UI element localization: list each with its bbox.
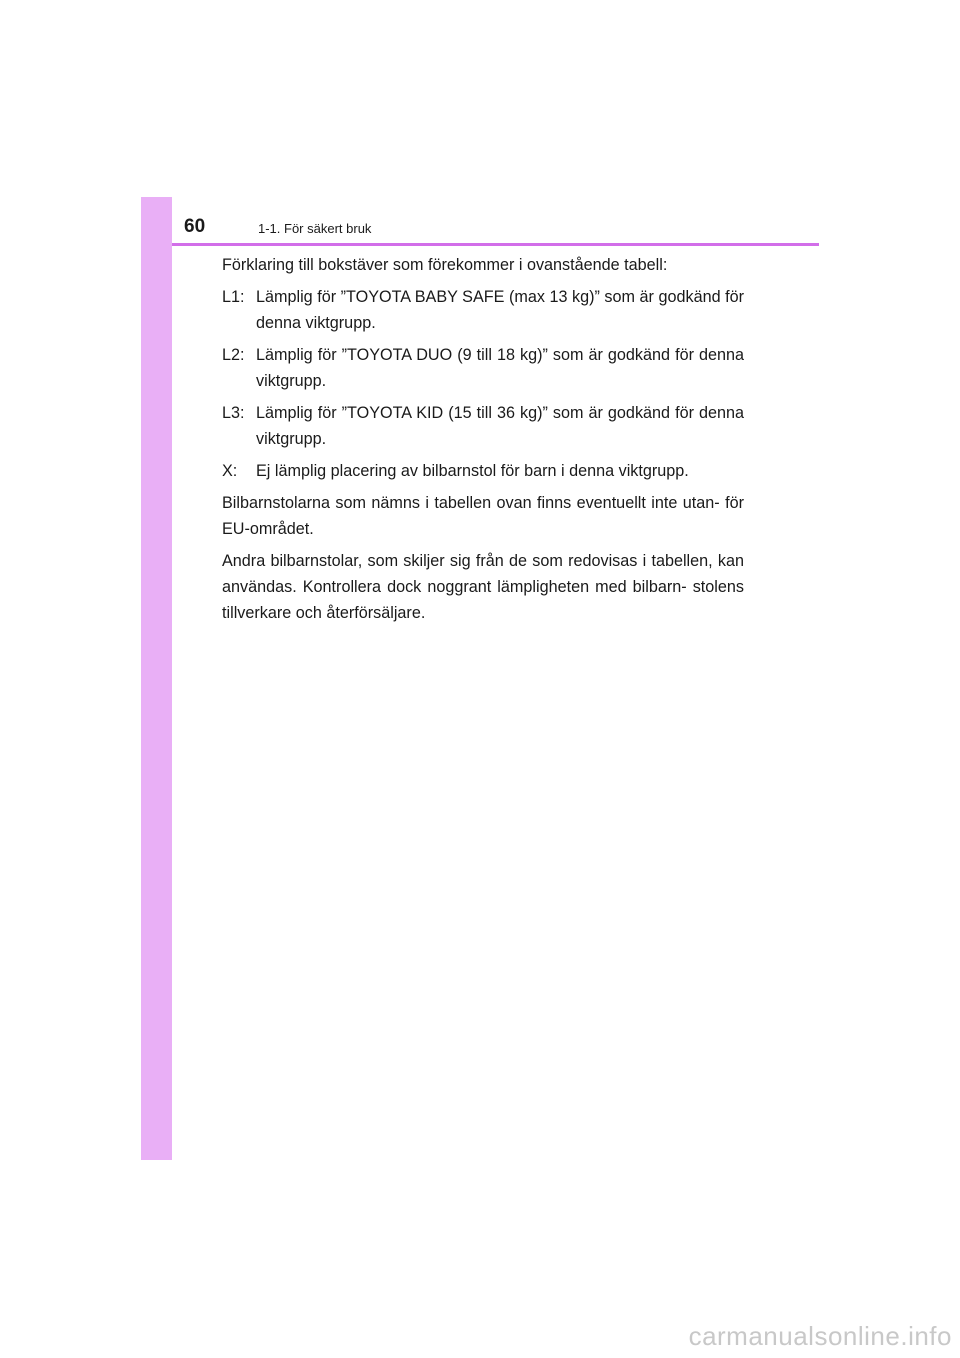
paragraph-availability: Bilbarnstolarna som nämns i tabellen ovan finns eventuellt inte utan- för EU-området. xyxy=(222,494,744,538)
intro-text: Förklaring till bokstäver som förekommer i ovanstående tabell: xyxy=(222,256,668,274)
definition-x xyxy=(222,458,744,484)
header-rule xyxy=(172,243,819,246)
definition-key: L3: xyxy=(222,404,245,422)
definition-l1 xyxy=(222,284,744,336)
page-number: 60 xyxy=(184,216,206,237)
footer-watermark: carmanualsonline.info xyxy=(688,1321,952,1351)
section-title: 1-1. För säkert bruk xyxy=(258,221,372,236)
side-color-band xyxy=(141,197,172,1160)
definition-key: L2: xyxy=(222,346,245,364)
definition-l2 xyxy=(222,342,744,394)
definition-text: Lämplig för ”TOYOTA KID (15 till 36 kg)” som är godkänd för denna viktgrupp. xyxy=(256,404,744,448)
definition-l3 xyxy=(222,400,744,452)
definition-key: X: xyxy=(222,462,238,480)
definition-text: Lämplig för ”TOYOTA BABY SAFE (max 13 kg)” som är godkänd för denna viktgrupp. xyxy=(256,288,744,332)
definition-text: Ej lämplig placering av bilbarnstol för barn i denna viktgrupp. xyxy=(256,462,689,480)
definition-key: L1: xyxy=(222,288,245,306)
definition-text: Lämplig för ”TOYOTA DUO (9 till 18 kg)” som är godkänd för denna viktgrupp. xyxy=(256,346,744,390)
paragraph-other-seats: Andra bilbarnstolar, som skiljer sig från de som redovisas i tabellen, kan användas. Kontrollera dock noggrant lämpligheten med bilbarn- stolens tillverkare och återförsäljare. xyxy=(222,552,744,622)
page-content xyxy=(222,252,744,632)
